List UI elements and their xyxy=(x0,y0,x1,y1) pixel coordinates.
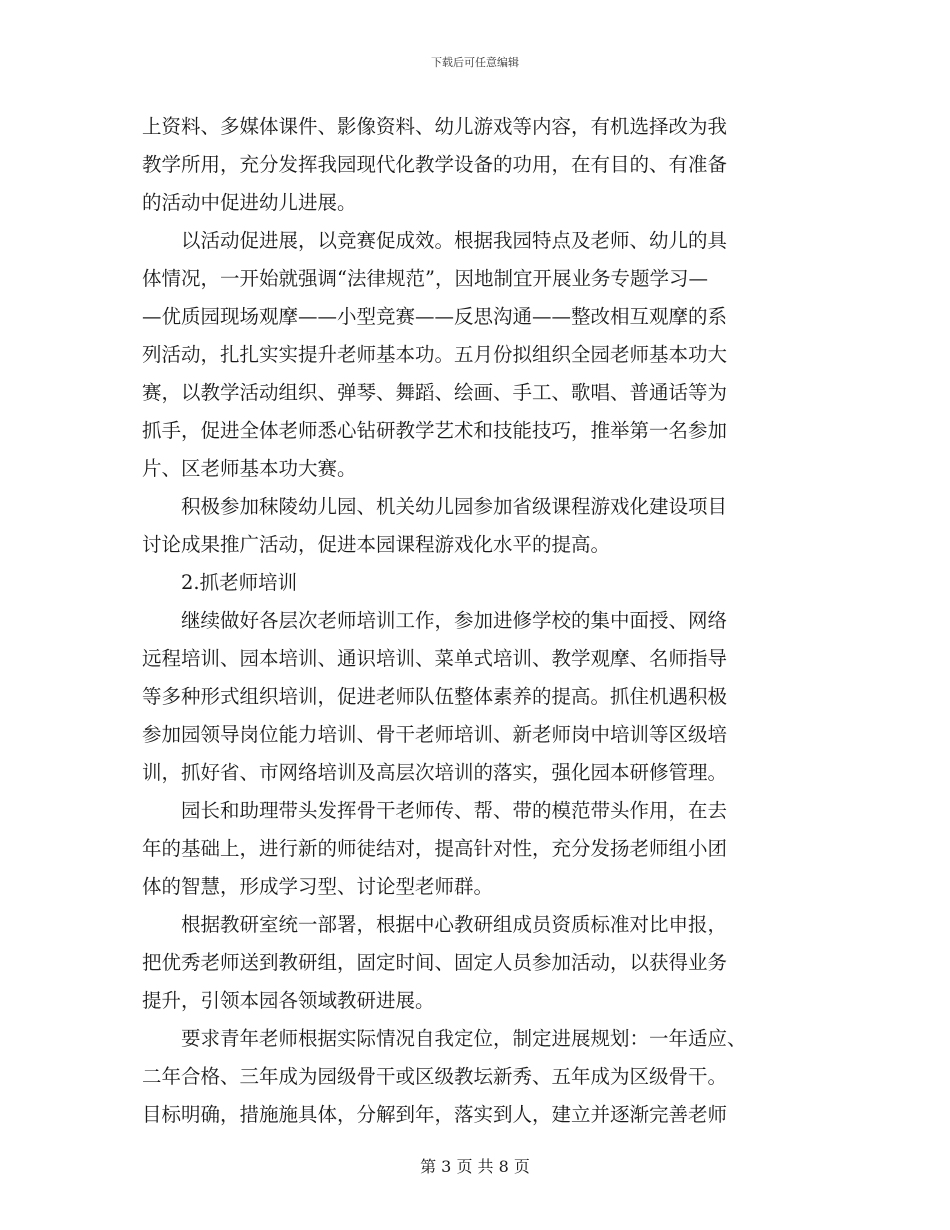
text-line: 列活动，扎扎实实提升老师基本功。五月份拟组织全园老师基本功大 xyxy=(142,343,728,366)
page-footer: 第 3 页 共 8 页 xyxy=(420,1157,530,1176)
text-line: 继续做好各层次老师培训工作，参加进修学校的集中面授、网络 xyxy=(142,609,728,632)
text-line: 提升，引领本园各领域教研进展。 xyxy=(142,989,435,1012)
text-line: 教学所用，充分发挥我园现代化教学设备的功用，在有目的、有准备 xyxy=(142,153,728,176)
text-line: 积极参加秣陵幼儿园、机关幼儿园参加省级课程游戏化建设项目 xyxy=(142,495,728,518)
text-line: 根据教研室统一部署，根据中心教研组成员资质标准对比申报， xyxy=(142,913,728,936)
text-line: 片、区老师基本功大赛。 xyxy=(142,457,357,480)
text-line: 体情况，一开始就强调“法律规范”，因地制宜开展业务专题学习— xyxy=(142,267,708,290)
text-line: 等多种形式组织培训，促进老师队伍整体素养的提高。抓住机遇积极 xyxy=(142,685,728,708)
text-line: 上资料、多媒体课件、影像资料、幼儿游戏等内容，有机选择改为我 xyxy=(142,115,728,138)
text-line: 园长和助理带头发挥骨干老师传、帮、带的模范带头作用，在去 xyxy=(142,799,728,822)
text-line: 讨论成果推广活动，促进本园课程游戏化水平的提高。 xyxy=(142,533,611,556)
text-line: —优质园现场观摩——小型竞赛——反思沟通——整改相互观摩的系 xyxy=(142,305,728,328)
text-line: 把优秀老师送到教研组，固定时间、固定人员参加活动，以获得业务 xyxy=(142,951,728,974)
text-line: 以活动促进展，以竞赛促成效。根据我园特点及老师、幼儿的具 xyxy=(142,229,728,252)
text-line: 参加园领导岗位能力培训、骨干老师培训、新老师岗中培训等区级培 xyxy=(142,723,728,746)
text-line: 赛，以教学活动组织、弹琴、舞蹈、绘画、手工、歌唱、普通话等为 xyxy=(142,381,728,404)
text-line: 的活动中促进幼儿进展。 xyxy=(142,191,357,214)
text-line: 要求青年老师根据实际情况自我定位，制定进展规划：一年适应、 xyxy=(142,1027,747,1050)
text-line: 目标明确，措施施具体，分解到年，落实到人，建立并逐渐完善老师 xyxy=(142,1103,728,1126)
text-line: 抓手，促进全体老师悉心钻研教学艺术和技能技巧，推举第一名参加 xyxy=(142,419,728,442)
text-line: 年的基础上，进行新的师徒结对，提高针对性，充分发扬老师组小团 xyxy=(142,837,728,860)
text-line: 远程培训、园本培训、通识培训、菜单式培训、教学观摩、名师指导 xyxy=(142,647,728,670)
page-header: 下载后可任意编辑 xyxy=(431,56,519,69)
document-body xyxy=(142,108,808,1134)
text-line: 体的智慧，形成学习型、讨论型老师群。 xyxy=(142,875,494,898)
text-line: 2.抓老师培训 xyxy=(142,571,298,594)
text-line: 训，抓好省、市网络培训及高层次培训的落实，强化园本研修管理。 xyxy=(142,761,728,784)
text-line: 二年合格、三年成为园级骨干或区级教坛新秀、五年成为区级骨干。 xyxy=(142,1065,728,1088)
